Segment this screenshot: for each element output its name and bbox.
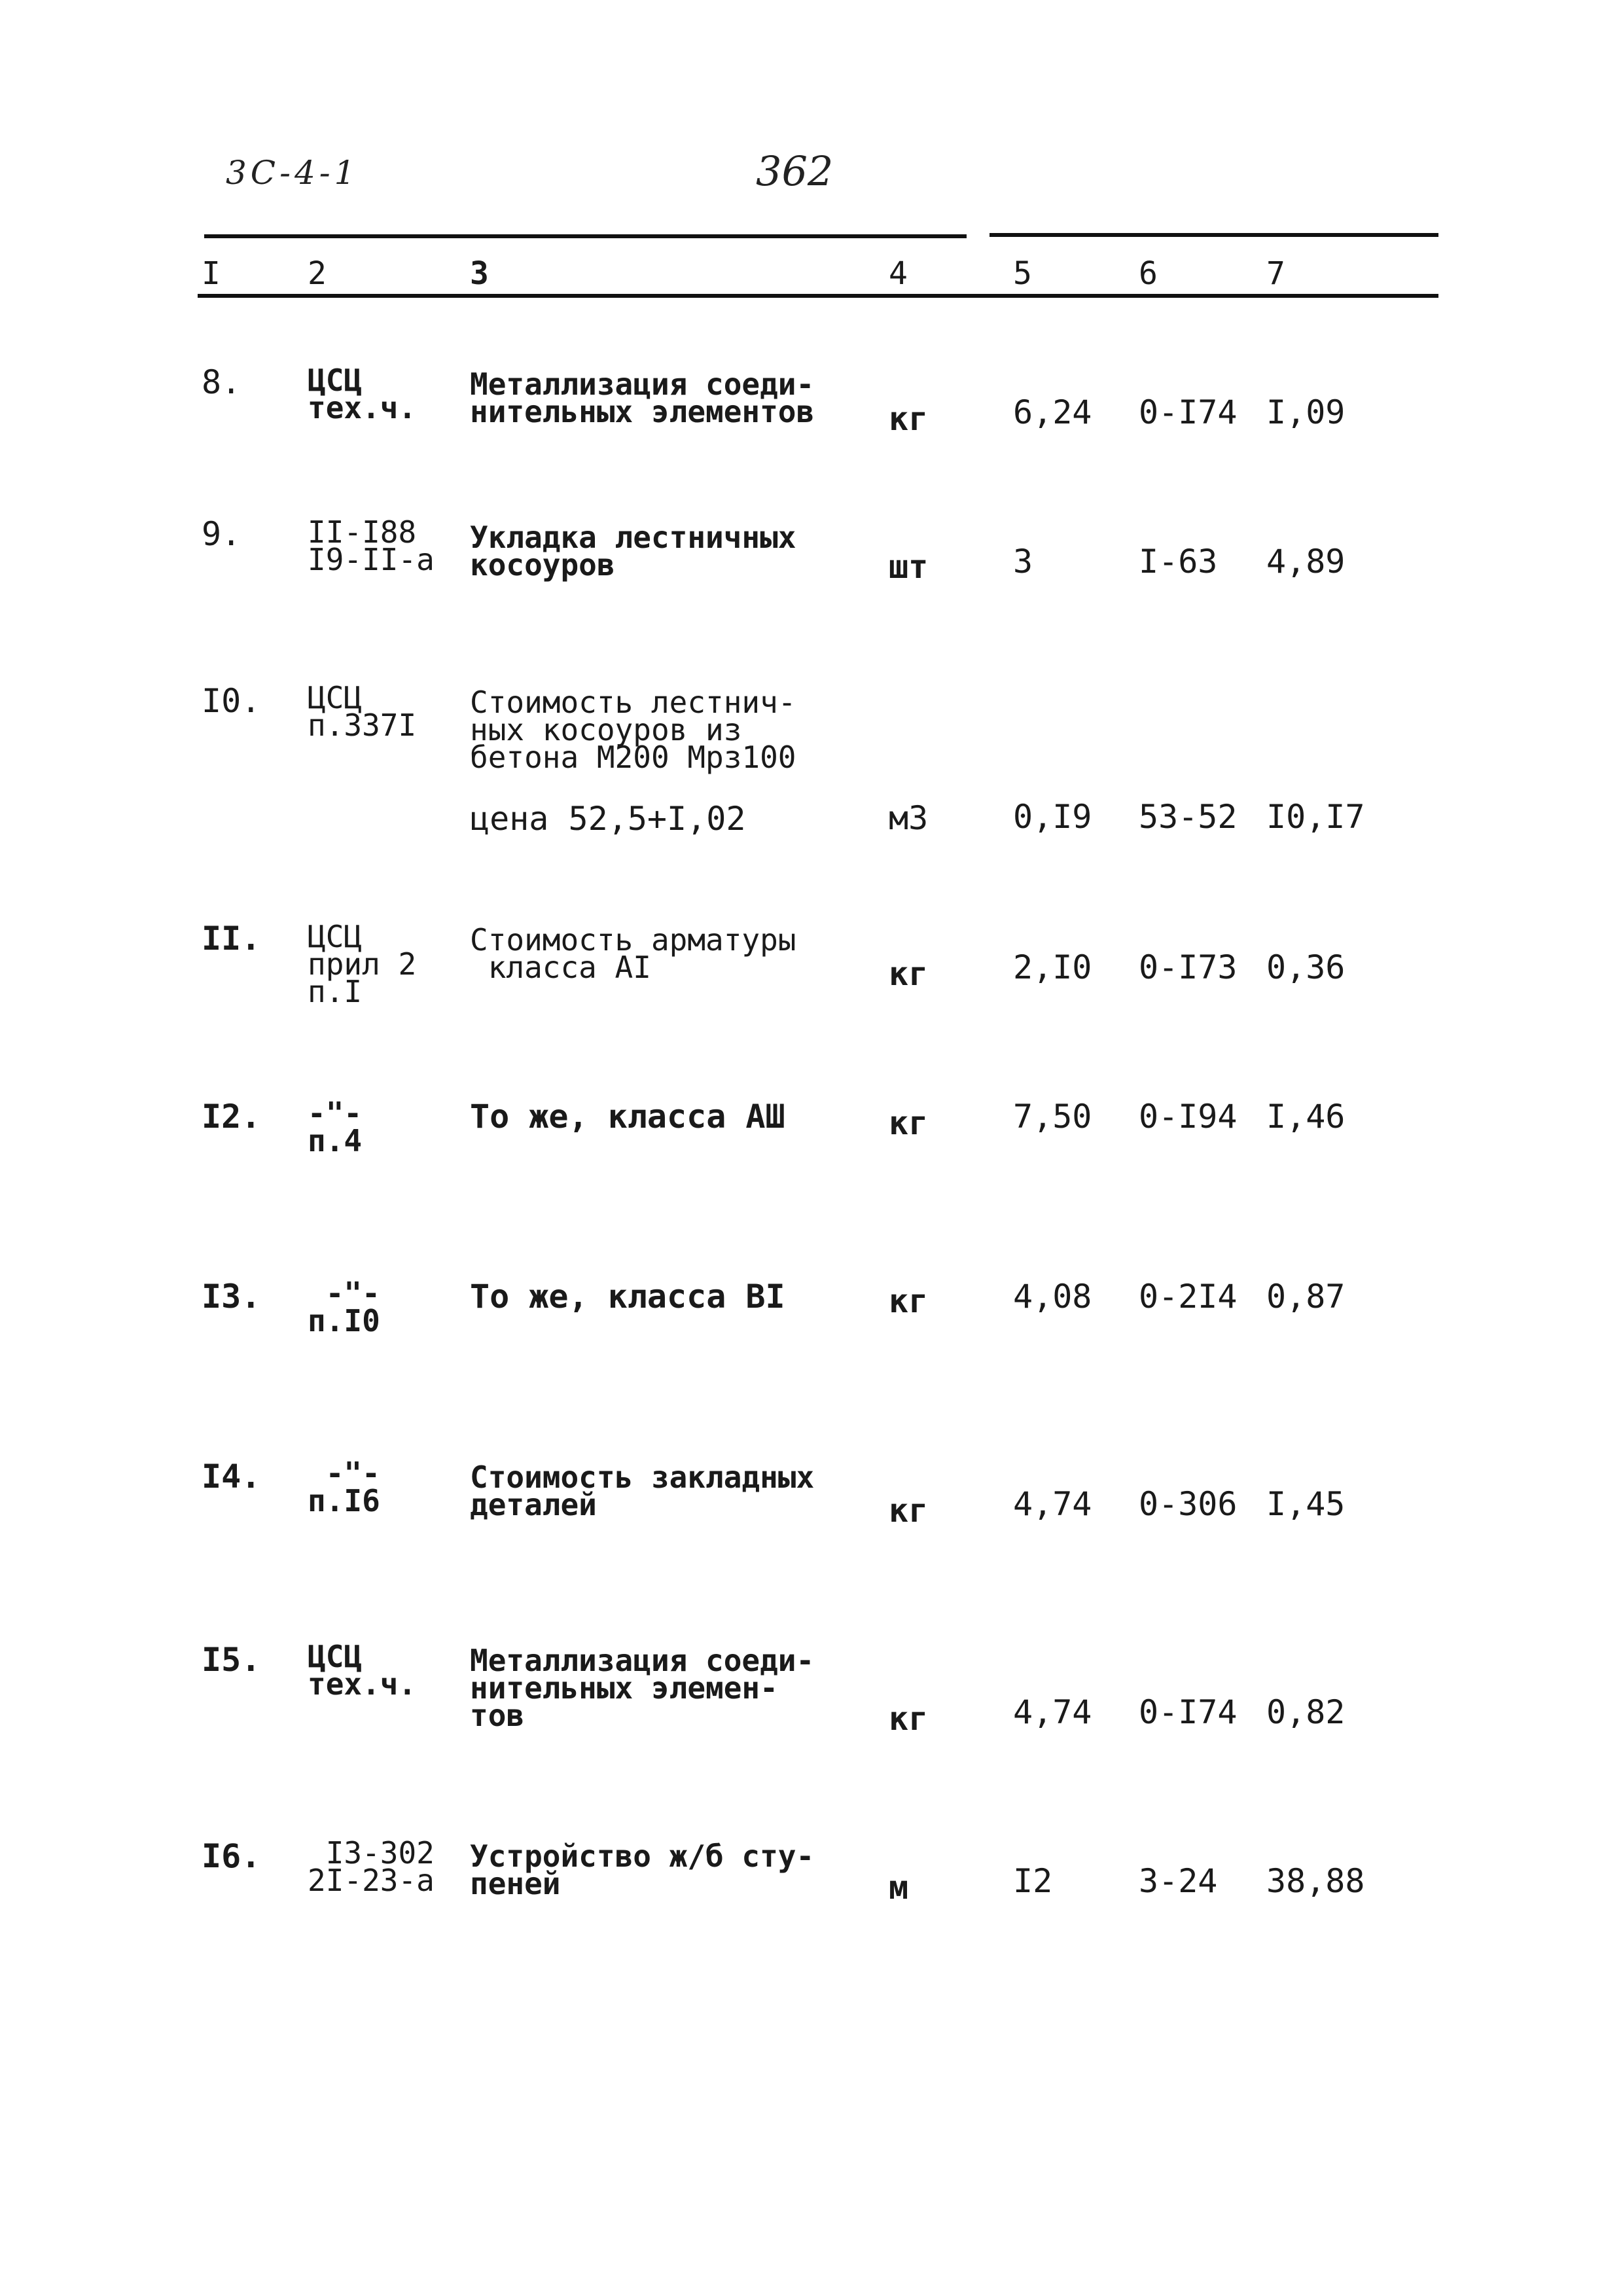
row-total: I,09	[1266, 393, 1346, 431]
row-unit-price: 0-I74	[1139, 1693, 1238, 1731]
row-quantity: 0,I9	[1013, 798, 1092, 836]
row-number: II.	[202, 920, 261, 958]
row-code: ЦСЦ п.337I	[308, 680, 417, 743]
row-description: Стоимость лестнич- ных косоуров из бетона М200 Мрз100	[470, 685, 796, 775]
row-code: ЦСЦ тех.ч.	[308, 1639, 417, 1702]
row-description: Стоимость закладных деталей	[470, 1460, 815, 1522]
row-number: I6.	[202, 1837, 261, 1875]
row-quantity: I2	[1013, 1862, 1053, 1900]
column-header-7: 7	[1266, 255, 1285, 292]
row-number: 8.	[202, 363, 241, 401]
row-total: 0,82	[1266, 1693, 1346, 1731]
row-code: ЦСЦ тех.ч.	[308, 363, 417, 425]
row-unit: кг	[889, 1282, 929, 1320]
row-code: -"- п.4	[308, 1096, 363, 1158]
row-total: 0,36	[1266, 948, 1346, 986]
row-unit: кг	[889, 1700, 929, 1738]
row-description: Устройство ж/б сту- пеней	[470, 1839, 815, 1901]
row-quantity: 7,50	[1013, 1098, 1092, 1136]
header-rule	[198, 294, 1438, 298]
column-header-6: 6	[1139, 255, 1158, 292]
row-unit: м3	[889, 799, 929, 837]
top-rule-left	[204, 234, 967, 238]
document-code: 3С-4-1	[226, 154, 359, 192]
row-unit-price: 0-I94	[1139, 1098, 1238, 1136]
row-code: -"- п.I0	[308, 1276, 380, 1338]
row-quantity: 4,74	[1013, 1693, 1092, 1731]
row-unit: м	[889, 1869, 909, 1907]
row-unit: кг	[889, 1492, 929, 1530]
row-unit: шт	[889, 548, 929, 586]
column-header-3: 3	[470, 255, 489, 292]
row-quantity: 2,I0	[1013, 948, 1092, 986]
row-description: Стоимость арматуры класса АI	[470, 922, 796, 985]
row-quantity: 4,08	[1013, 1278, 1092, 1316]
row-unit-price: 53-52	[1139, 798, 1238, 836]
row-total: I0,I7	[1266, 798, 1365, 836]
row-price-note: цена 52,5+I,02	[470, 800, 746, 838]
row-unit: кг	[889, 955, 929, 993]
row-number: 9.	[202, 515, 241, 553]
row-total: I,46	[1266, 1098, 1346, 1136]
row-number: I3.	[202, 1278, 261, 1316]
row-quantity: 4,74	[1013, 1485, 1092, 1523]
row-unit-price: 0-306	[1139, 1485, 1238, 1523]
row-unit-price: I-63	[1139, 543, 1218, 581]
row-unit-price: 3-24	[1139, 1862, 1218, 1900]
row-number: I2.	[202, 1098, 261, 1136]
row-unit-price: 0-I73	[1139, 948, 1238, 986]
row-number: I4.	[202, 1458, 261, 1496]
row-quantity: 6,24	[1013, 393, 1092, 431]
row-total: 0,87	[1266, 1278, 1346, 1316]
row-quantity: 3	[1013, 543, 1033, 581]
row-total: 38,88	[1266, 1862, 1365, 1900]
row-code: ЦСЦ прил 2 п.I	[308, 919, 417, 1009]
row-code: II-I88 I9-II-а	[308, 514, 435, 577]
page-number: 362	[756, 147, 834, 195]
row-description: То же, класса ВI	[470, 1278, 785, 1316]
row-code: -"- п.I6	[308, 1456, 380, 1518]
row-description: Укладка лестничных косоуров	[470, 520, 796, 583]
column-header-1: I	[202, 255, 221, 292]
row-unit: кг	[889, 400, 929, 438]
row-unit: кг	[889, 1104, 929, 1142]
row-description: То же, класса АШ	[470, 1098, 785, 1136]
row-unit-price: 0-2I4	[1139, 1278, 1238, 1316]
row-number: I5.	[202, 1641, 261, 1679]
column-header-4: 4	[889, 255, 908, 292]
column-header-2: 2	[308, 255, 327, 292]
row-code: I3-302 2I-23-а	[308, 1835, 435, 1898]
top-rule-right	[990, 233, 1438, 237]
row-number: I0.	[202, 682, 261, 720]
column-header-5: 5	[1013, 255, 1032, 292]
row-description: Металлизация соеди- нительных элементов	[470, 367, 815, 429]
row-description: Металлизация соеди- нительных элемен- тов	[470, 1643, 815, 1733]
row-total: I,45	[1266, 1485, 1346, 1523]
row-total: 4,89	[1266, 543, 1346, 581]
row-unit-price: 0-I74	[1139, 393, 1238, 431]
